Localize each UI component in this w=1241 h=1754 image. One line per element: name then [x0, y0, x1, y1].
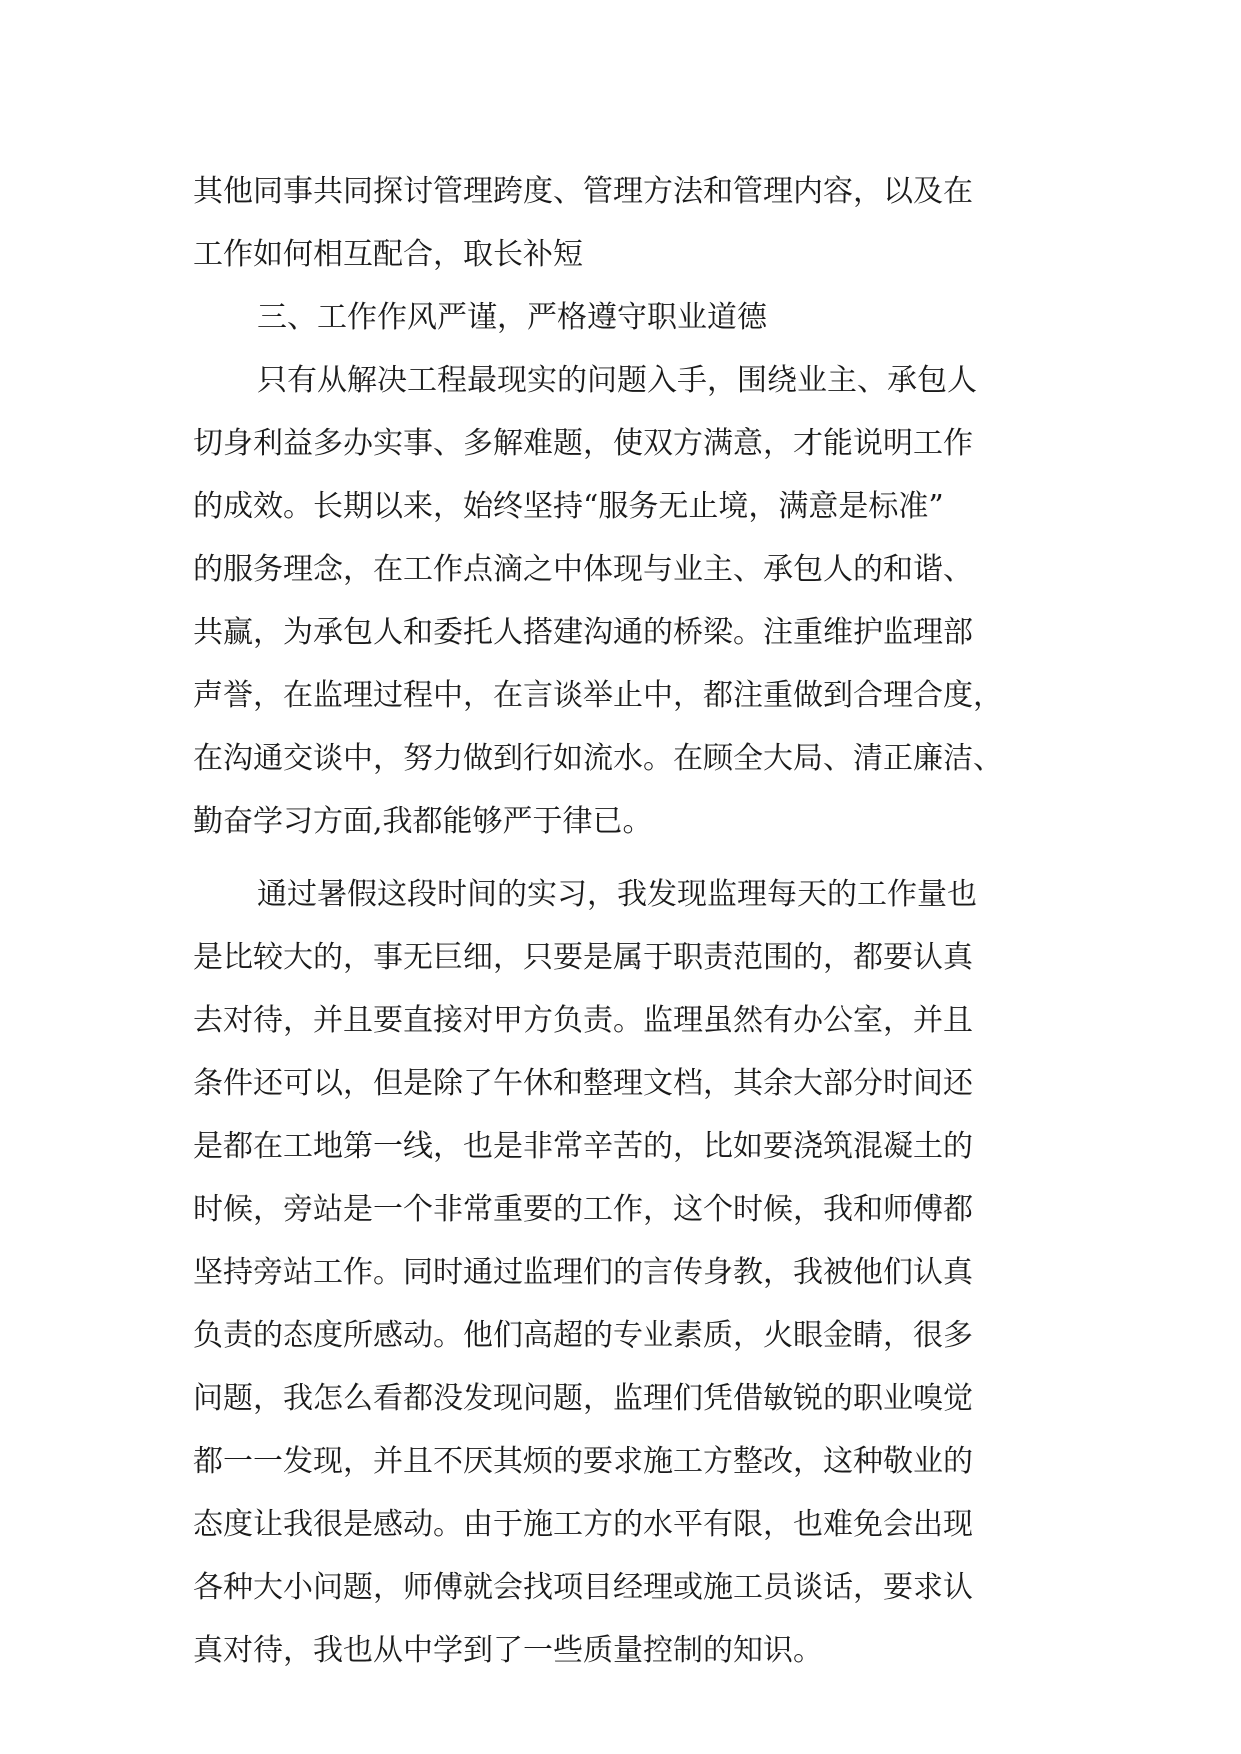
text-line: 在沟通交谈中，努力做到行如流水。在顾全大局、清正廉洁、 [193, 741, 1003, 776]
paragraph-first-line: 只有从解决工程最现实的问题入手，围绕业主、承包人 [257, 363, 977, 398]
text-line: 声誉，在监理过程中，在言谈举止中，都注重做到合理合度， [193, 678, 1003, 713]
text-line: 时候，旁站是一个非常重要的工作，这个时候，我和师傅都 [193, 1192, 973, 1227]
document-page [193, 160, 1053, 1682]
text-line: 勤奋学习方面,我都能够严于律已。 [193, 804, 653, 839]
paragraph-first-line: 三、工作作风严谨，严格遵守职业道德 [257, 300, 767, 335]
text-line: 各种大小问题，师傅就会找项目经理或施工员谈话，要求认 [193, 1570, 973, 1605]
paragraph-gap [193, 853, 1053, 863]
text-line: 负责的态度所感动。他们高超的专业素质，火眼金睛，很多 [193, 1318, 973, 1353]
text-line: 的服务理念，在工作点滴之中体现与业主、承包人的和谐、 [193, 552, 973, 587]
text-line: 共赢，为承包人和委托人搭建沟通的桥梁。注重维护监理部 [193, 615, 973, 650]
paragraph-first-line: 通过暑假这段时间的实习，我发现监理每天的工作量也 [257, 877, 977, 912]
text-line: 坚持旁站工作。同时通过监理们的言传身教，我被他们认真 [193, 1255, 973, 1290]
text-line: 是比较大的，事无巨细，只要是属于职责范围的，都要认真 [193, 940, 973, 975]
text-line: 是都在工地第一线，也是非常辛苦的，比如要浇筑混凝土的 [193, 1129, 973, 1164]
text-line: 态度让我很是感动。由于施工方的水平有限，也难免会出现 [193, 1507, 973, 1542]
text-line: 切身利益多办实事、多解难题，使双方满意，才能说明工作 [193, 426, 973, 461]
text-line: 工作如何相互配合，取长补短 [193, 237, 583, 272]
text-line: 的成效。长期以来，始终坚持“服务无止境，满意是标准” [193, 489, 944, 524]
text-line: 问题，我怎么看都没发现问题，监理们凭借敏锐的职业嗅觉 [193, 1381, 973, 1416]
text-line: 真对待，我也从中学到了一些质量控制的知识。 [193, 1633, 823, 1668]
text-line: 其他同事共同探讨管理跨度、管理方法和管理内容，以及在 [193, 174, 973, 209]
text-line: 去对待，并且要直接对甲方负责。监理虽然有办公室，并且 [193, 1003, 973, 1038]
text-line: 条件还可以，但是除了午休和整理文档，其余大部分时间还 [193, 1066, 973, 1101]
text-line: 都一一发现，并且不厌其烦的要求施工方整改，这种敬业的 [193, 1444, 973, 1479]
